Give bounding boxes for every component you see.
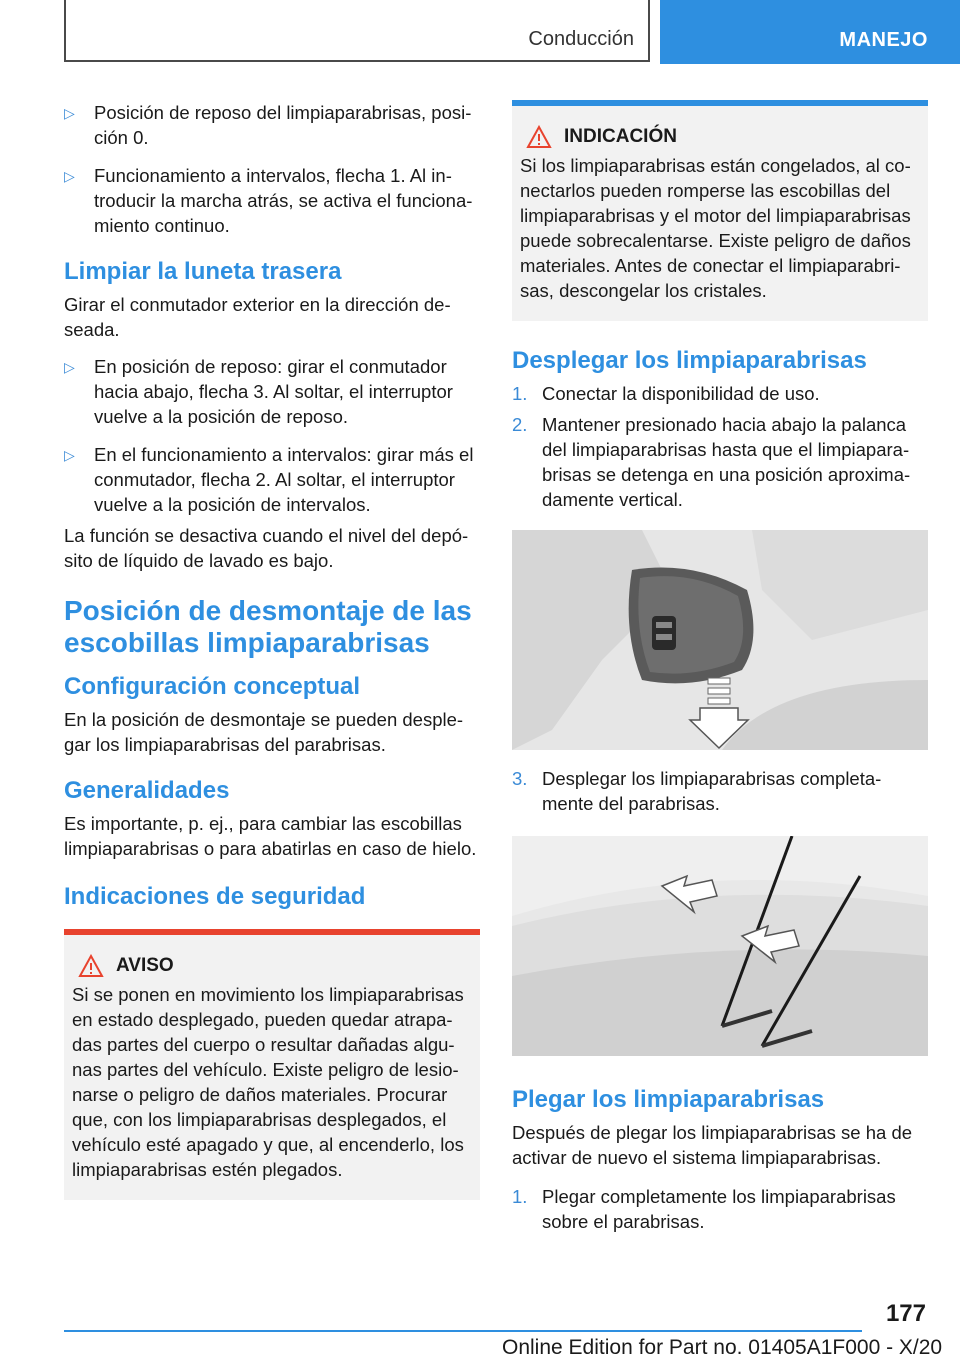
list-item-text: Posición de reposo del limpiaparabrisas, posi-ción 0. [94,102,472,148]
step-text: Conectar la disponibilidad de uso. [542,383,820,404]
step-number: 2. [512,414,528,435]
footer-rule [64,1330,862,1332]
step-item [512,381,928,406]
list-item-text: En posición de reposo: girar el conmutador hacia abajo, flecha 3. Al soltar, el interruptor vuelve a la posición de reposo. [94,356,453,427]
step-text: Plegar completamente los limpiaparabrisas sobre el parabrisas. [542,1186,896,1232]
triangle-bullet-icon: ▷ [64,168,75,184]
list-item [64,442,480,517]
header-section-box [64,0,650,62]
heading-luneta: Limpiar la luneta trasera [64,258,342,285]
list-item [64,354,480,429]
warning-title: AVISO [116,955,174,976]
note-title: INDICACIÓN [564,126,677,147]
heading-generalidades: Generalidades [64,777,230,804]
step-text: Mantener presionado hacia abajo la palanca del limpiaparabrisas hasta que el limpiapara-brisas se detenga en una posición aproxima-damente vertical. [542,414,911,510]
windshield-wipers-illustration [512,836,928,1056]
wiper-lever-illustration [512,530,928,750]
paragraph: Es importante, p. ej., para cambiar las escobillas limpiaparabrisas o para abatirlas en caso de hielo. [64,813,477,859]
list-item [64,163,480,238]
heading-plegar: Plegar los limpiaparabrisas [512,1086,825,1113]
warning-box [64,929,480,1200]
warning-triangle-icon [78,954,104,978]
chapter-tab-label: MANEJO [839,29,928,51]
heading-seguridad: Indicaciones de seguridad [64,883,366,910]
list-item [64,100,480,150]
edition-note: Online Edition for Part no. 01405A1F000 - X/20 [502,1336,943,1359]
note-text: Si los limpiaparabrisas están congelados, al co-nectarlos pueden romperse las escobillas del limpiaparabrisas y el motor del limpiaparabrisas puede sobrecalentarse. Existe peligro de daños materiales. Antes de conectar el limpiaparabri-sas, descongelar los cristales. [520,155,911,301]
paragraph: En la posición de desmontaje se pueden desple-gar los limpiaparabrisas del parabrisas. [64,709,464,755]
paragraph: Girar el conmutador exterior en la dirección de-seada. [64,294,451,340]
note-box [512,100,928,321]
triangle-bullet-icon: ▷ [64,105,75,121]
step-number: 1. [512,1186,528,1207]
step-item [512,766,928,816]
chapter-tab [660,0,960,64]
left-column [64,100,480,1200]
heading-posicion: Posición de desmontaje de las escobillas limpiaparabrisas [64,595,472,658]
paragraph: La función se desactiva cuando el nivel del depó-sito de líquido de lavado es bajo. [64,525,469,571]
right-column [512,100,928,1247]
page-number: 177 [885,1300,926,1327]
step-number: 3. [512,768,528,789]
heading-config: Configuración conceptual [64,673,361,700]
warning-text: Si se ponen en movimiento los limpiaparabrisas en estado desplegado, pueden quedar atrapa-das partes del cuerpo o resultar dañadas algu-nas partes del vehículo. Existe peligro de lesio-narse o peligro de daños materiales. Procurar que, con los limpiaparabrisas desplegados, el vehículo esté apagado y que, al encenderlo, los limpiaparabrisas estén plegados. [72,984,464,1180]
list-item-text: Funcionamiento a intervalos, flecha 1. Al in-troducir la marcha atrás, se activa el funciona-miento continuo. [94,165,473,236]
triangle-bullet-icon: ▷ [64,359,75,375]
list-item-text: En el funcionamiento a intervalos: girar más el conmutador, flecha 2. Al soltar, el interruptor vuelve a la posición de intervalos. [94,444,474,515]
heading-desplegar: Desplegar los limpiaparabrisas [512,347,867,374]
warning-triangle-icon [526,125,552,149]
step-number: 1. [512,383,528,404]
step-item [512,1184,928,1234]
paragraph: Después de plegar los limpiaparabrisas se ha de activar de nuevo el sistema limpiaparabrisas. [512,1122,913,1168]
step-item [512,412,928,512]
triangle-bullet-icon: ▷ [64,447,75,463]
section-title: Conducción [528,28,634,50]
step-text: Desplegar los limpiaparabrisas completa-mente del parabrisas. [542,768,882,814]
